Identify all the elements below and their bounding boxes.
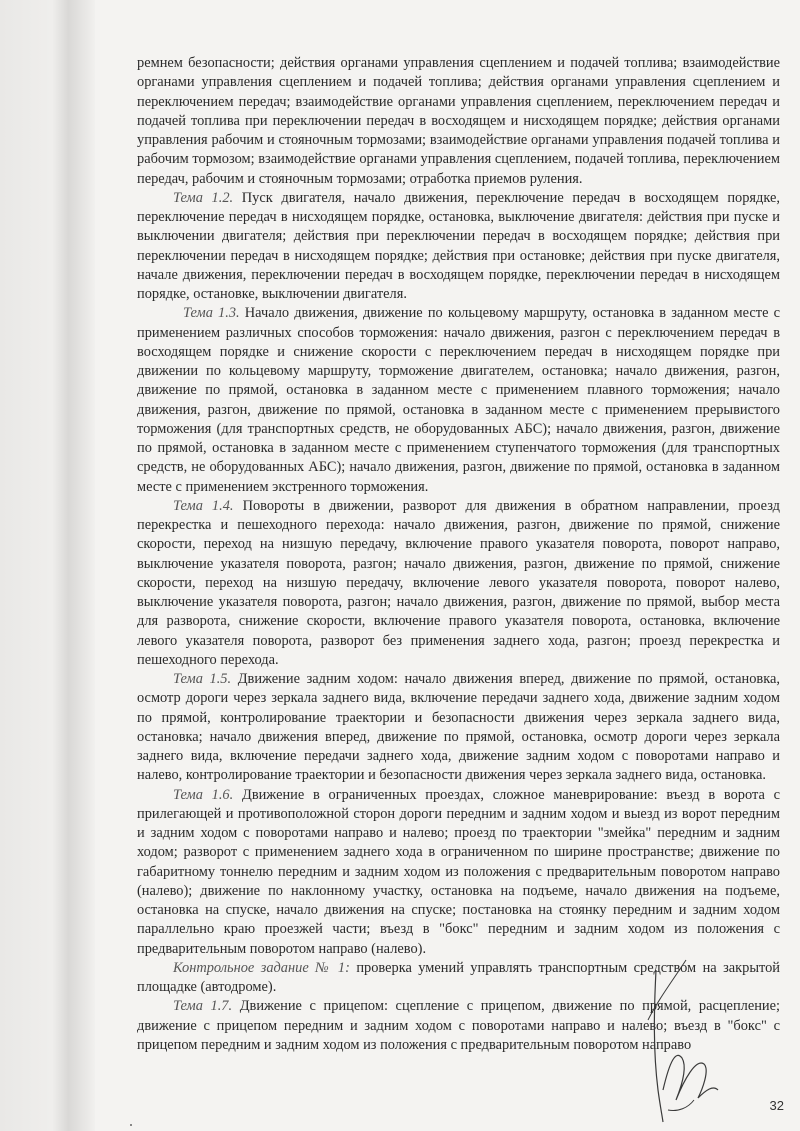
topic-label: Тема 1.7. (173, 998, 233, 1015)
handwritten-signature (618, 940, 728, 1130)
paragraph-topic-1-6 (137, 786, 780, 959)
topic-label: Тема 1.6. (173, 786, 234, 803)
paragraph-text: Пуск двигателя, начало движения, переключение передач в восходящем порядке, переключение передач в нисходящем порядке, остановка, выключение двигателя: действия при пуске и выключении двигателя; действия при переключении передач в восходящем порядке; действия при переключении передач в нисходящем порядке; действия при остановке; действия при пуске двигателя, начале движения, переключении передач в восходящем порядке, переключении передач в нисходящем порядке, остановке, выключении двигателя. (137, 189, 780, 302)
topic-label: Тема 1.4. (173, 497, 234, 514)
scan-binding-shadow (0, 0, 95, 1131)
document-body (137, 54, 780, 1055)
paragraph-continuation (137, 54, 780, 189)
page-number: 32 (769, 1098, 784, 1113)
paragraph-topic-1-3 (137, 304, 780, 497)
paragraph-text: Повороты в движении, разворот для движения в обратном направлении, проезд перекрестка и пешеходного перехода: начало движения, разгон, движение по прямой, снижение скорости, переход на низшую передачу, включение правого указателя поворота, поворот направо, выключение указателя поворота, разгон; начало движения, разгон, движение по прямой, снижение скорости, переход на низшую передачу, включение левого указателя поворота, поворот налево, выключение указателя поворота, разгон; начало движения, разгон, движение по прямой, выбор места для разворота, снижение скорости, включение правого указателя поворота, остановка, включение левого указателя поворота, разворот без применения заднего хода, разгон; проезд перекрестка и пешеходного перехода. (137, 497, 780, 668)
topic-label: Контрольное задание № 1: (173, 959, 350, 976)
topic-label: Тема 1.5. (173, 671, 232, 687)
paragraph-topic-1-4 (137, 497, 780, 670)
paragraph-topic-1-5 (137, 670, 780, 786)
paragraph-text: Начало движения, движение по кольцевому маршруту, остановка в заданном месте с применением различных способов торможения: начало движения, разгон с переключением передач в восходящем порядке и снижение скорости с переключением передач в нисходящем порядке при движении по кольцевому маршруту, торможение двигателем, остановка; начало движения, разгон, движение по прямой, остановка в заданном месте с применением плавного торможения; начало движения, разгон, движение по прямой, остановка в заданном месте с применением прерывистого торможения (для транспортных средств, не оборудованных АБС); начало движения, разгон, движение по прямой, остановка в заданном месте с применением ступенчатого торможения (для транспортных средств, не оборудованных АБС); начало движения, разгон, движение по прямой, остановка в заданном месте с применением экстренного торможения. (137, 305, 780, 495)
topic-label: Тема 1.3. (183, 305, 240, 322)
paragraph-text: Движение с прицепом: сцепление с прицепом, движение по прямой, расцепление; движение с прицепом передним и задним ходом с поворотами направо и налево; въезд в "бокс" с прицепом передним и задним ходом из положения с предварительным поворотом направо (137, 998, 781, 1053)
scan-speck (130, 1124, 132, 1126)
paragraph-text: проверка умений управлять транспортным средством на закрытой площадке (автодроме). (137, 959, 780, 995)
paragraph-topic-1-2 (137, 189, 780, 305)
paragraph-text: Движение задним ходом: начало движения вперед, движение по прямой, остановка, осмотр дороги через зеркала заднего вида, включение передачи заднего хода, движение задним ходом по прямой, контролирование траектории и безопасности движения через зеркала заднего вида, остановка; начало движения вперед, движение по прямой, остановка, осмотр дороги через зеркала заднего вида, включение передачи заднего хода, движение задним ходом с поворотами направо и налево, контролирование траектории и безопасности движения через зеркала заднего вида, остановка. (137, 671, 780, 784)
paragraph-text: Движение в ограниченных проездах, сложное маневрирование: въезд в ворота с прилегающей и противоположной сторон дороги передним и задним ходом и выезд из ворот передним и задним ходом с поворотами направо и налево; проезд по траектории "змейка" передним и задним ходом; разворот с применением заднего хода в ограниченном по ширине пространстве; движение по габаритному тоннелю передним и задним ходом из положения с предварительным поворотом направо (налево); движение по наклонному участку, остановка на подъеме, начало движения на подъеме, остановка на спуске, начало движения на спуске; постановка на стоянку передним и задним ходом параллельно краю проезжей части; въезд в "бокс" передним и задним ходом из положения с предварительным поворотом направо (налево). (137, 786, 780, 957)
paragraph-text: ремнем безопасности; действия органами управления сцеплением и подачей топлива; взаимодействие органами управления сцеплением и подачей топлива; действия органами управления сцеплением и переключением передач; взаимодействие органами управления сцеплением, переключением передач и подачей топлива при переключении передач в восходящем и нисходящем порядке; действия органами управления рабочим и стояночным тормозами; взаимодействие органами управления подачей топлива и рабочим тормозом; взаимодействие органами управления сцеплением, подачей топлива, переключением передач, рабочим и стояночным тормозами; отработка приемов руления. (137, 55, 780, 187)
topic-label: Тема 1.2. (173, 189, 234, 206)
